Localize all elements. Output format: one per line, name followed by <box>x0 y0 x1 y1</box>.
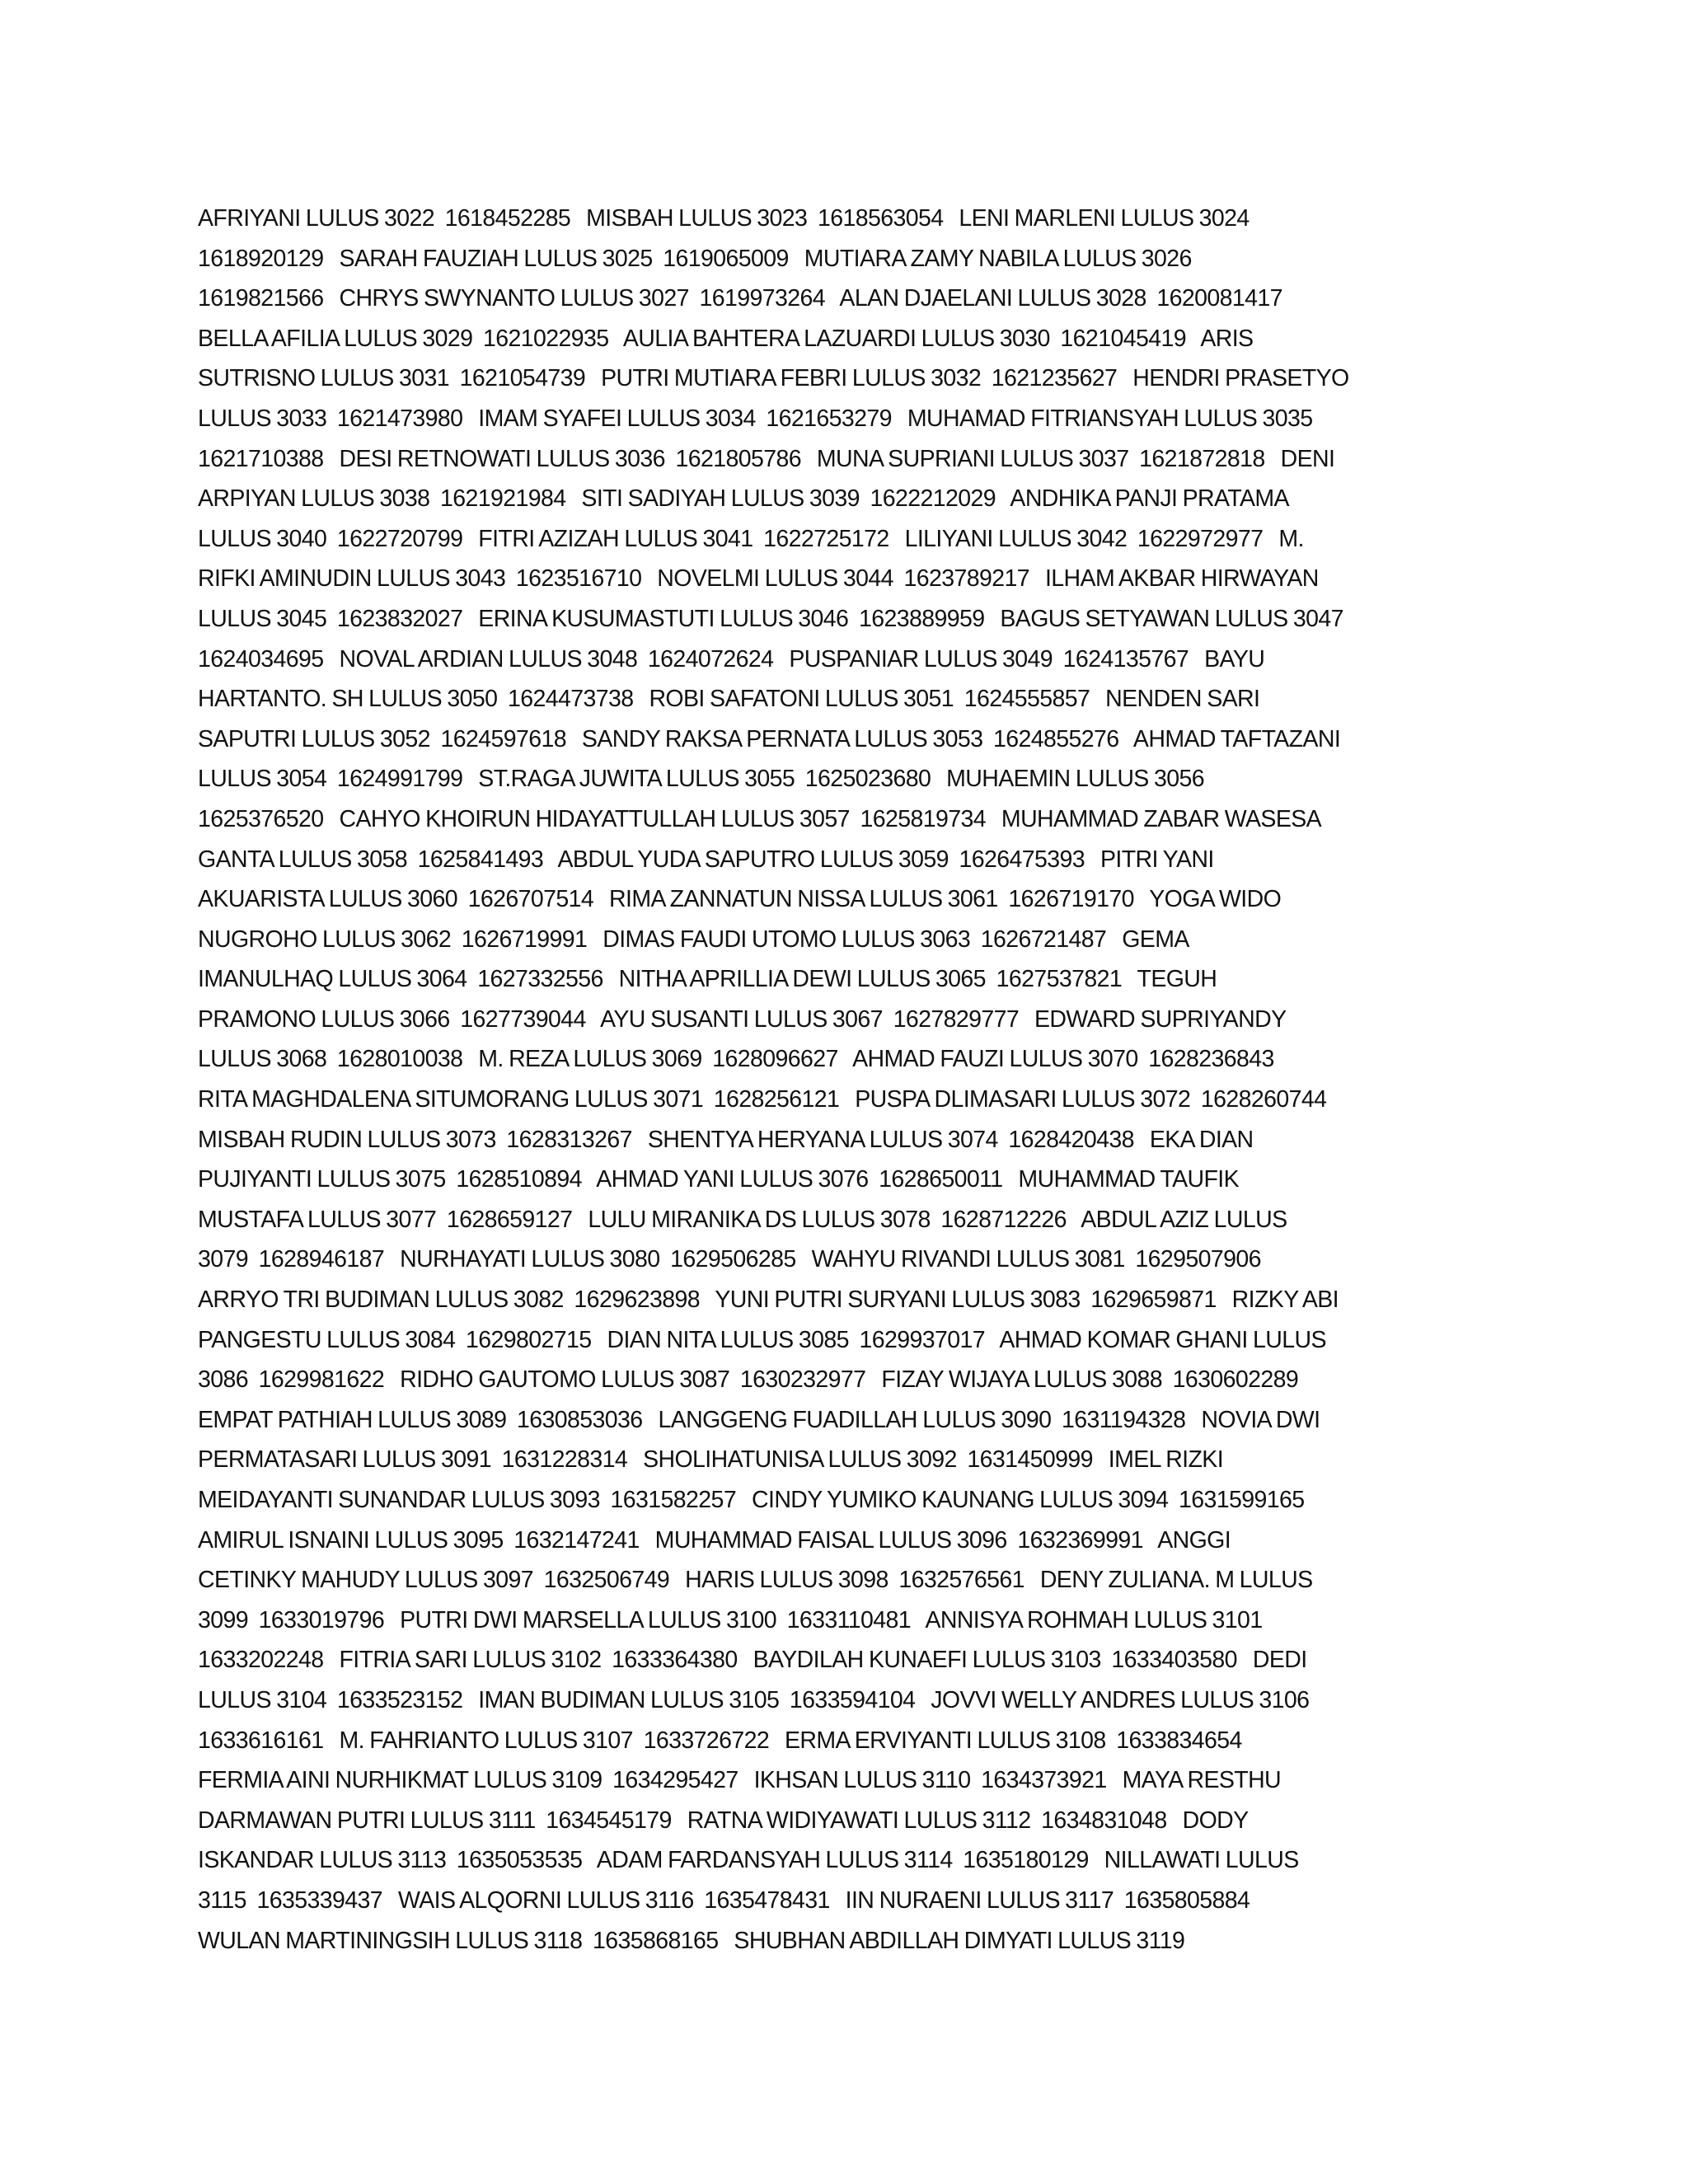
text-line: PERMATASARI LULUS 3091 1631228314 SHOLIHATUNISA LULUS 3092 1631450999 IMEL RIZKI <box>198 1446 1224 1474</box>
text-line: 1633616161 M. FAHRIANTO LULUS 3107 1633726722 ERMA ERVIYANTI LULUS 3108 1633834654 <box>198 1727 1242 1754</box>
text-line: LULUS 3068 1628010038 M. REZA LULUS 3069 1628096627 AHMAD FAUZI LULUS 3070 1628236843 <box>198 1046 1274 1073</box>
body-text <box>198 199 1500 1961</box>
text-line: HARTANTO. SH LULUS 3050 1624473738 ROBI SAFATONI LULUS 3051 1624555857 NENDEN SARI <box>198 686 1260 713</box>
text-line: ISKANDAR LULUS 3113 1635053535 ADAM FARDANSYAH LULUS 3114 1635180129 NILLAWATI LULUS <box>198 1847 1299 1874</box>
text-line: PRAMONO LULUS 3066 1627739044 AYU SUSANTI LULUS 3067 1627829777 EDWARD SUPRIYANDY <box>198 1005 1287 1033</box>
text-line: 1619821566 CHRYS SWYNANTO LULUS 3027 1619973264 ALAN DJAELANI LULUS 3028 1620081417 <box>198 285 1282 312</box>
text-line: LULUS 3045 1623832027 ERINA KUSUMASTUTI LULUS 3046 1623889959 BAGUS SETYAWAN LULUS 3047 <box>198 605 1343 632</box>
text-line: 1624034695 NOVAL ARDIAN LULUS 3048 1624072624 PUSPANIAR LULUS 3049 1624135767 BAYU <box>198 645 1265 673</box>
text-line: AKUARISTA LULUS 3060 1626707514 RIMA ZANNATUN NISSA LULUS 3061 1626719170 YOGA WIDO <box>198 886 1282 913</box>
text-line: NUGROHO LULUS 3062 1626719991 DIMAS FAUDI UTOMO LULUS 3063 1626721487 GEMA <box>198 926 1189 953</box>
text-line: IMANULHAQ LULUS 3064 1627332556 NITHA APRILLIA DEWI LULUS 3065 1627537821 TEGUH <box>198 966 1217 993</box>
text-line: SUTRISNO LULUS 3031 1621054739 PUTRI MUTIARA FEBRI LULUS 3032 1621235627 HENDRI PRASETYO <box>198 365 1349 392</box>
text-line: AMIRUL ISNAINI LULUS 3095 1632147241 MUHAMMAD FAISAL LULUS 3096 1632369991 ANGGI <box>198 1526 1231 1554</box>
text-line: ARPIYAN LULUS 3038 1621921984 SITI SADIYAH LULUS 3039 1622212029 ANDHIKA PANJI PRATAMA <box>198 485 1289 513</box>
text-line: GANTA LULUS 3058 1625841493 ABDUL YUDA SAPUTRO LULUS 3059 1626475393 PITRI YANI <box>198 846 1214 873</box>
text-line: LULUS 3040 1622720799 FITRI AZIZAH LULUS 3041 1622725172 LILIYANI LULUS 3042 1622972977 M. <box>198 525 1304 552</box>
text-line: LULUS 3054 1624991799 ST.RAGA JUWITA LULUS 3055 1625023680 MUHAEMIN LULUS 3056 <box>198 766 1205 793</box>
text-line: MUSTAFA LULUS 3077 1628659127 LULU MIRANIKA DS LULUS 3078 1628712226 ABDUL AZIZ LULUS <box>198 1206 1287 1233</box>
text-line: 3115 1635339437 WAIS ALQORNI LULUS 3116 1635478431 IIN NURAENI LULUS 3117 1635805884 <box>198 1886 1250 1914</box>
text-line: 3086 1629981622 RIDHO GAUTOMO LULUS 3087 1630232977 FIZAY WIJAYA LULUS 3088 1630602289 <box>198 1366 1299 1394</box>
text-line: 1618920129 SARAH FAUZIAH LULUS 3025 1619065009 MUTIARA ZAMY NABILA LULUS 3026 <box>198 245 1192 272</box>
text-line: PUJIYANTI LULUS 3075 1628510894 AHMAD YANI LULUS 3076 1628650011 MUHAMMAD TAUFIK <box>198 1166 1240 1193</box>
text-line: RITA MAGHDALENA SITUMORANG LULUS 3071 1628256121 PUSPA DLIMASARI LULUS 3072 1628260744 <box>198 1086 1327 1113</box>
text-line: AFRIYANI LULUS 3022 1618452285 MISBAH LULUS 3023 1618563054 LENI MARLENI LULUS 3024 <box>198 205 1250 232</box>
text-line: WULAN MARTININGSIH LULUS 3118 1635868165 SHUBHAN ABDILLAH DIMYATI LULUS 3119 <box>198 1927 1185 1954</box>
text-line: RIFKI AMINUDIN LULUS 3043 1623516710 NOVELMI LULUS 3044 1623789217 ILHAM AKBAR HIRWAYAN <box>198 565 1319 593</box>
text-line: PANGESTU LULUS 3084 1629802715 DIAN NITA LULUS 3085 1629937017 AHMAD KOMAR GHANI LULUS <box>198 1326 1326 1353</box>
text-line: ARRYO TRI BUDIMAN LULUS 3082 1629623898 YUNI PUTRI SURYANI LULUS 3083 1629659871 RIZKY ABI <box>198 1286 1339 1314</box>
text-line: BELLA AFILIA LULUS 3029 1621022935 AULIA BAHTERA LAZUARDI LULUS 3030 1621045419 ARIS <box>198 325 1254 352</box>
text-line: SAPUTRI LULUS 3052 1624597618 SANDY RAKSA PERNATA LULUS 3053 1624855276 AHMAD TAFTAZANI <box>198 725 1341 752</box>
text-line: 1625376520 CAHYO KHOIRUN HIDAYATTULLAH LULUS 3057 1625819734 MUHAMMAD ZABAR WASESA <box>198 805 1322 832</box>
text-line: 1621710388 DESI RETNOWATI LULUS 3036 1621805786 MUNA SUPRIANI LULUS 3037 1621872818 DENI <box>198 445 1335 472</box>
text-line: LULUS 3104 1633523152 IMAN BUDIMAN LULUS 3105 1633594104 JOVVI WELLY ANDRES LULUS 3106 <box>198 1686 1310 1713</box>
text-line: MEIDAYANTI SUNANDAR LULUS 3093 1631582257 CINDY YUMIKO KAUNANG LULUS 3094 1631599165 <box>198 1487 1305 1513</box>
text-line: EMPAT PATHIAH LULUS 3089 1630853036 LANGGENG FUADILLAH LULUS 3090 1631194328 NOVIA DWI <box>198 1406 1320 1433</box>
text-line: 3099 1633019796 PUTRI DWI MARSELLA LULUS 3100 1633110481 ANNISYA ROHMAH LULUS 3101 <box>198 1606 1263 1633</box>
text-line: MISBAH RUDIN LULUS 3073 1628313267 SHENTYA HERYANA LULUS 3074 1628420438 EKA DIAN <box>198 1126 1254 1153</box>
text-line: 3079 1628946187 NURHAYATI LULUS 3080 1629506285 WAHYU RIVANDI LULUS 3081 1629507906 <box>198 1246 1261 1273</box>
text-line: CETINKY MAHUDY LULUS 3097 1632506749 HARIS LULUS 3098 1632576561 DENY ZULIANA. M LULUS <box>198 1567 1313 1594</box>
text-line: LULUS 3033 1621473980 IMAM SYAFEI LULUS 3034 1621653279 MUHAMAD FITRIANSYAH LULUS 3035 <box>198 405 1313 432</box>
text-line: DARMAWAN PUTRI LULUS 3111 1634545179 RATNA WIDIYAWATI LULUS 3112 1634831048 DODY <box>198 1807 1249 1834</box>
text-line: 1633202248 FITRIA SARI LULUS 3102 1633364380 BAYDILAH KUNAEFI LULUS 3103 1633403580 DEDI <box>198 1647 1307 1674</box>
text-line: FERMIA AINI NURHIKMAT LULUS 3109 1634295427 IKHSAN LULUS 3110 1634373921 MAYA RESTHU <box>198 1767 1282 1794</box>
